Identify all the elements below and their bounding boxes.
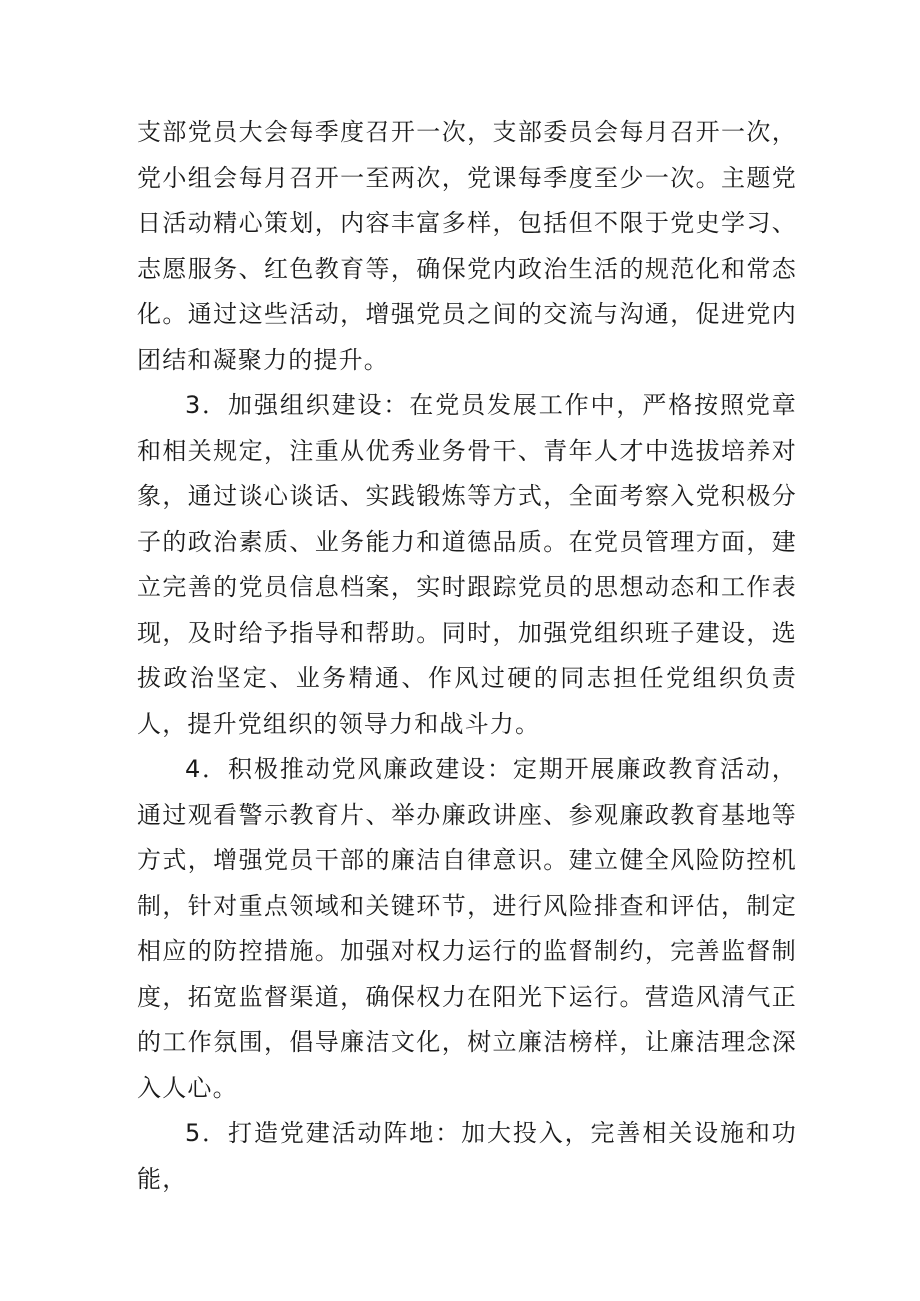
paragraph-activity-venue: 5．打造党建活动阵地：加大投入，完善相关设施和功能， <box>137 1119 797 1193</box>
paragraph-meeting-schedule: 支部党员大会每季度召开一次，支部委员会每月召开一次，党小组会每月召开一至两次，党课每季度至少一次。主题党日活动精心策划，内容丰富多样，包括但不限于党史学习、志愿服务、红色教育等，确保党内政治生活的规范化和常态化。通过这些活动，增强党员之间的交流与沟通，促进党内团结和凝聚力的提升。 <box>137 118 797 374</box>
document-body <box>137 110 797 1202</box>
paragraph-organization-building: 3．加强组织建设：在党员发展工作中，严格按照党章和相关规定，注重从优秀业务骨干、青年人才中选拔培养对象，通过谈心谈话、实践锻炼等方式，全面考察入党积极分子的政治素质、业务能力和道德品质。在党员管理方面，建立完善的党员信息档案，实时跟踪党员的思想动态和工作表现，及时给予指导和帮助。同时，加强党组织班子建设，选拔政治坚定、业务精通、作风过硬的同志担任党组织负责人，提升党组织的领导力和战斗力。 <box>137 391 797 738</box>
paragraph-integrity-building: 4．积极推动党风廉政建设：定期开展廉政教育活动，通过观看警示教育片、举办廉政讲座、参观廉政教育基地等方式，增强党员干部的廉洁自律意识。建立健全风险防控机制，针对重点领域和关键环节，进行风险排查和评估，制定相应的防控措施。加强对权力运行的监督制约，完善监督制度，拓宽监督渠道，确保权力在阳光下运行。营造风清气正的工作氛围，倡导廉洁文化，树立廉洁榜样，让廉洁理念深入人心。 <box>137 755 797 1102</box>
